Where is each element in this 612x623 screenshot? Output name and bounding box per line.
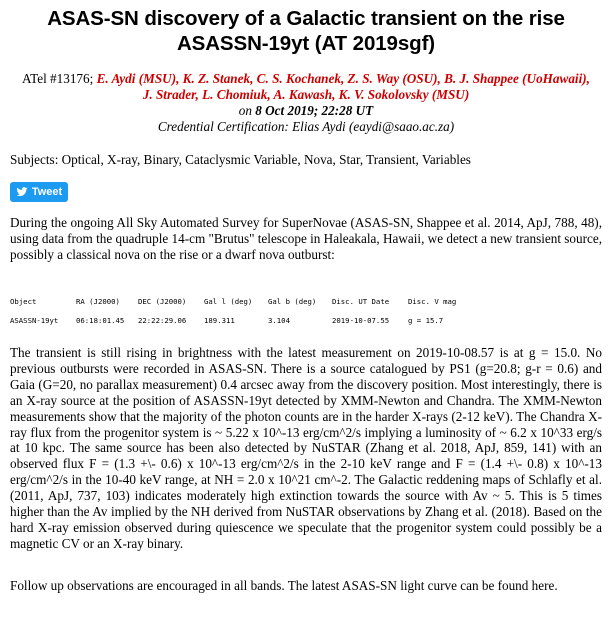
column-header: Disc. V mag	[408, 297, 457, 306]
bird-icon	[16, 186, 28, 198]
credits	[20, 71, 592, 135]
tweet-label: Tweet	[31, 186, 63, 198]
intro-paragraph: During the ongoing All Sky Automated Survey for SuperNovae (ASAS-SN, Shappee et al. 2014, ApJ, 788, 48), using data from the quadruple 14-cm "Brutus" telescope in Haleakala, Hawaii, we detect a new transient source, possibly a classical nova on the rise or a dwarf nova outburst:	[10, 215, 602, 262]
page-title: ASAS-SN discovery of a Galactic transient on the rise ASASSN-19yt (AT 2019sgf)	[47, 7, 565, 55]
author-list[interactable]: E. Aydi (MSU), K. Z. Stanek, C. S. Kochanek, Z. S. Way (OSU), B. J. Shappee (UoHawaii), J. Strader, L. Chomiuk, A. Kawash, K. V. Sokolovsky (MSU)	[96, 71, 590, 102]
table-row	[10, 316, 468, 326]
table-header-row	[10, 297, 468, 316]
column-header: Gal b (deg)	[268, 297, 317, 306]
column-header: Gal l (deg)	[204, 297, 253, 306]
subjects-line: Subjects: Optical, X-ray, Binary, Cataclysmic Variable, Nova, Star, Transient, Variables	[10, 152, 471, 167]
column-header: Disc. UT Date	[332, 297, 390, 306]
publication-date: 8 Oct 2019; 22:28 UT	[255, 103, 374, 118]
table-cell: g = 15.7	[408, 316, 444, 325]
column-header: DEC (J2000)	[138, 297, 187, 306]
table-cell: 189.311	[204, 316, 235, 325]
table-cell: ASASSN-19yt	[10, 316, 59, 325]
table-cell: 2019-10-07.55	[332, 316, 390, 325]
table-cell: 06:18:01.45	[76, 316, 125, 325]
column-header: RA (J2000)	[76, 297, 120, 306]
table-cell: 3.104	[268, 316, 290, 325]
tweet-button[interactable]	[10, 182, 68, 202]
column-header: Object	[10, 297, 37, 306]
date-prefix: on	[238, 103, 252, 118]
discovery-table	[10, 297, 468, 326]
atel-number: ATel #13176;	[22, 71, 94, 86]
table-cell: 22:22:29.06	[138, 316, 187, 325]
credential-certification: Credential Certification: Elias Aydi (eaydi@saao.ac.za)	[157, 119, 455, 134]
followup-paragraph: Follow up observations are encouraged in all bands. The latest ASAS-SN light curve can be found here.	[10, 578, 558, 593]
analysis-paragraph: The transient is still rising in brightness with the latest measurement on 2019-10-08.57 is at g = 15.0. No previous outbursts were recorded in ASAS-SN. There is a source catalogued by PS1 (g=20.8; g-r = 0.6) and Gaia (G=20, no parallax measurement) 0.4 arcsec away from the discovery position. Most interestingly, there is an X-ray source at the position of ASASSN-19yt detected by XMM-Newton and Chandra. The XMM-Newton measurements show that the majority of the photon counts are in the harder X-rays (2-12 keV). The Chandra X-ray flux from the progenitor system is ~ 5.22 x 10^-13 erg/cm^2/s implying a luminosity of ~ 6.2 x 10^33 erg/s at 10 kpc. The same source has been also detected by NuSTAR (Zhang et al. 2018, ApJ, 859, 141) with an observed flux F = (1.3 +\- 0.6) x 10^-13 erg/cm^2/s in the 2-10 keV range and F = (1.4 +\- 0.8) x 10^-13 erg/cm^2/s in the 10-40 keV range, at NH = 2.0 x 10^21 cm^-2. The Galactic reddening maps of Schlafly et al. (2011, ApJ, 737, 103) indicates moderately high extinction towards the source with Av ~ 5. This is 5 times higher than the Av implied by the NH derived from NuSTAR observations by Zhang et al. (2018). Based on the hard X-ray emission observed during quiescence we speculate that the progenitor system could possibly be a magnetic CV or an X-ray binary.	[10, 345, 602, 551]
dateline	[239, 103, 373, 118]
